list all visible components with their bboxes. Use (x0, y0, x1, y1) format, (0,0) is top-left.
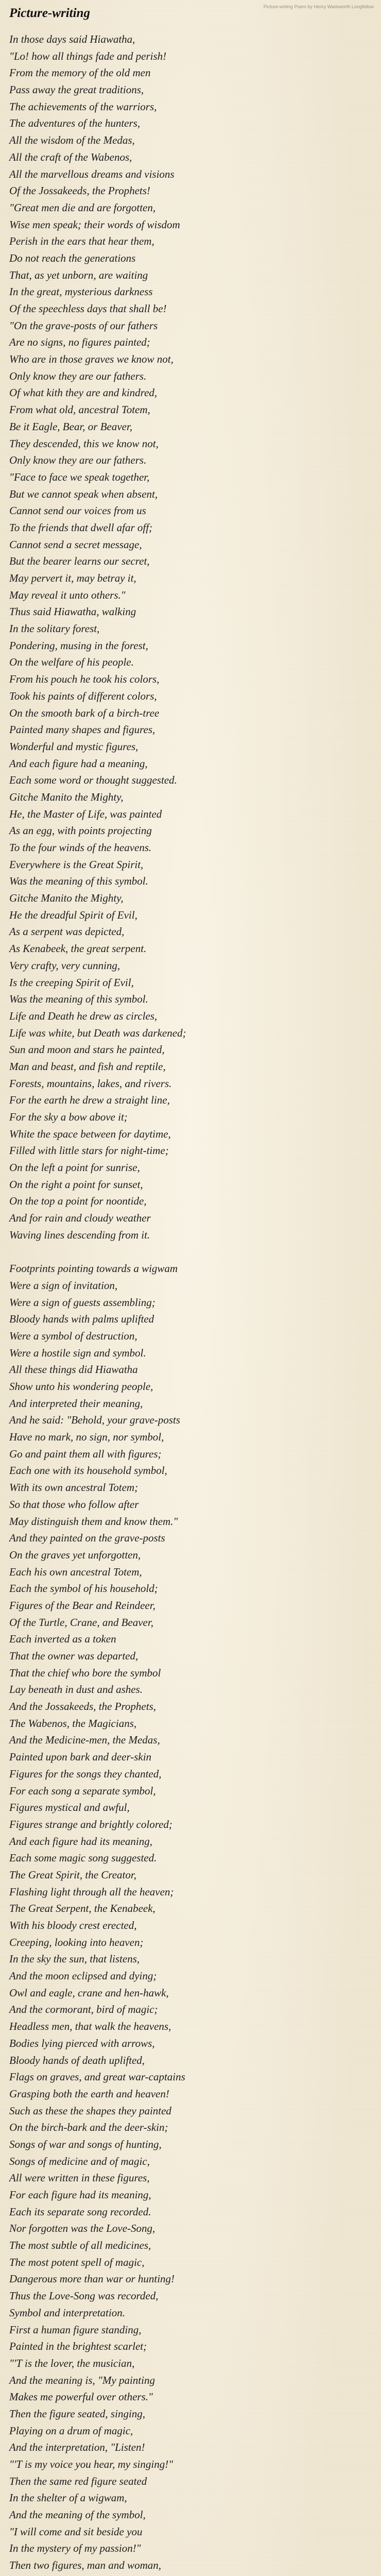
poem-line: May pervert it, may betray it, (9, 572, 136, 584)
poem-line: The most potent spell of magic, (9, 2256, 145, 2268)
poem-line: Was the meaning of this symbol. (9, 993, 148, 1006)
poem-line: Be it Eagle, Bear, or Beaver, (9, 420, 133, 433)
poem-line: To the friends that dwell afar off; (9, 521, 153, 534)
poem-line: Wonderful and mystic figures, (9, 740, 138, 753)
poem-line: And the cormorant, bird of magic; (9, 2003, 158, 2016)
poem-line: Of what kith they are and kindred, (9, 386, 158, 399)
poem-line: And the interpretation, "Listen! (9, 2441, 145, 2454)
poem-line: Figures mystical and awful, (9, 1801, 130, 1814)
poem-line: Were a sign of guests assembling; (9, 1296, 155, 1309)
poem-line: In the great, mysterious darkness (9, 285, 153, 298)
poem-line: The achievements of the warriors, (9, 100, 157, 113)
poem-line: Songs of medicine and of magic, (9, 2155, 150, 2167)
poem-line (9, 2574, 370, 2576)
poem-line: Each some word or thought suggested. (9, 774, 177, 787)
stanza (9, 1260, 370, 2576)
poem-line: Very crafty, very cunning, (9, 959, 120, 972)
poem-line: For each song a separate symbol, (9, 1784, 156, 1797)
poem-line: Who are in those graves we know not, (9, 353, 174, 366)
poem-line: Such as these the shapes they painted (9, 2104, 171, 2117)
poem-line: They descended, this we know not, (9, 437, 159, 450)
poem-line: Only know they are our fathers. (9, 369, 147, 382)
poem-line: Life and Death he drew as circles, (9, 1009, 158, 1022)
poem-line: From what old, ancestral Totem, (9, 403, 150, 416)
poem-line: And for rain and cloudy weather (9, 1212, 151, 1225)
poem-line: All these things did Hiawatha (9, 1363, 138, 1376)
poem-line: The Wabenos, the Magicians, (9, 1717, 137, 1730)
site-caption: Picture-writing Poem by Henry Wadsworth Longfellow (263, 4, 374, 9)
poem-line: White the space between for daytime, (9, 1127, 171, 1140)
poem-line: So that those who follow after (9, 1498, 139, 1511)
poem-line: Bloody hands with palms uplifted (9, 1313, 154, 1326)
poem-line: All the craft of the Wabenos, (9, 150, 132, 163)
poem-line: Each one with its household symbol, (9, 1464, 167, 1477)
poem-line: All the marvellous dreams and visions (9, 167, 175, 180)
poem-line: Perish in the ears that hear them, (9, 235, 154, 248)
poem-line: Figures of the Bear and Reindeer, (9, 1599, 155, 1612)
poem-line: Do not reach the generations (9, 251, 136, 264)
poem-line: On the right a point for sunset, (9, 1178, 143, 1191)
poem-line: And the Jossakeeds, the Prophets, (9, 1700, 156, 1713)
poem-line: In those days said Hiawatha, (9, 33, 135, 45)
poem-line: In the sky the sun, that listens, (9, 1953, 140, 1965)
poem-line: Thus the Love-Song was recorded, (9, 2290, 159, 2302)
poem-line: First a human figure standing, (9, 2323, 142, 2336)
poem-line: On the top a point for noontide, (9, 1195, 147, 1208)
poem-line: Grasping both the earth and heaven! (9, 2087, 169, 2100)
poem-line: Nor forgotten was the Love-Song, (9, 2222, 155, 2235)
poem-line: Symbol and interpretation. (9, 2306, 125, 2319)
poem-line: Are no signs, no figures painted; (9, 336, 150, 349)
poem-line: In the mystery of my passion!" (9, 2542, 141, 2555)
poem-line: With its own ancestral Totem; (9, 1481, 138, 1494)
poem-line: Of the Jossakeeds, the Prophets! (9, 184, 150, 197)
poem-line: Figures for the songs they chanted, (9, 1767, 162, 1780)
poem-line: "Face to face we speak together, (9, 470, 150, 483)
poem-line: Only know they are our fathers. (9, 454, 147, 467)
poem-line: The most subtle of all medicines, (9, 2239, 151, 2252)
poem-line: And each figure had its meaning, (9, 1835, 153, 1848)
poem-line: Thus said Hiawatha, walking (9, 605, 136, 618)
poem-line: In the shelter of a wigwam, (9, 2492, 127, 2504)
poem-line: The adventures of the hunters, (9, 117, 141, 130)
poem-line: Bloody hands of death uplifted, (9, 2054, 145, 2066)
poem-line: May distinguish them and know them." (9, 1515, 178, 1528)
poem-line: Show unto his wondering people, (9, 1380, 153, 1393)
poem-line: On the welfare of his people. (9, 656, 134, 669)
poem-line: "'T is my voice you hear, my singing!" (9, 2458, 174, 2470)
poem-line: Were a hostile sign and symbol. (9, 1346, 146, 1359)
poem-line: Creeping, looking into heaven; (9, 1936, 144, 1948)
poem-line: But we cannot speak when absent, (9, 487, 158, 500)
poem-line: On the smooth bark of a birch-tree (9, 706, 160, 719)
poem-line: Makes me powerful over others." (9, 2391, 153, 2403)
poem-line: On the left a point for sunrise, (9, 1161, 140, 1174)
poem-line: And interpreted their meaning, (9, 1397, 143, 1410)
poem-line: Were a sign of invitation, (9, 1279, 118, 1292)
poem-line: For the earth he drew a straight line, (9, 1094, 170, 1107)
stanza (9, 31, 370, 1244)
poem-line: And each figure had a meaning, (9, 757, 148, 770)
poem-line: Playing on a drum of magic, (9, 2424, 133, 2437)
poem-line: Everywhere is the Great Spirit, (9, 858, 144, 871)
poem-line: Cannot send our voices from us (9, 504, 146, 517)
poem-line: Figures strange and brightly colored; (9, 1818, 172, 1831)
poem-line: For the sky a bow above it; (9, 1111, 128, 1123)
poem-line: The Great Serpent, the Kenabeek, (9, 1902, 155, 1915)
poem-line: Each its separate song recorded. (9, 2205, 151, 2218)
poem-line: Pondering, musing in the forest, (9, 639, 148, 652)
poem-line: That the chief who bore the symbol (9, 1666, 161, 1679)
poem-line: On the birch-bark and the deer-skin; (9, 2121, 168, 2134)
poem-line: That the owner was departed, (9, 1650, 138, 1662)
poem-line: Filled with little stars for night-time; (9, 1144, 169, 1157)
poem-line: And the moon eclipsed and dying; (9, 1970, 157, 1982)
poem-line: Painted many shapes and figures, (9, 723, 155, 736)
poem-line: And the meaning is, "My painting (9, 2374, 155, 2386)
page-title: Picture-writing (9, 6, 90, 20)
poem-line: He the dreadful Spirit of Evil, (9, 908, 137, 921)
poem-line: Waving lines descending from it. (9, 1228, 150, 1241)
poem-line: And they painted on the grave-posts (9, 1532, 165, 1545)
poem-line: The Great Spirit, the Creator, (9, 1868, 136, 1881)
poem-line: And the Medicine-men, the Medas, (9, 1734, 160, 1747)
poem-line: Gitche Manito the Mighty, (9, 892, 124, 905)
poem-line: Footprints pointing towards a wigwam (9, 1262, 178, 1275)
poem-line: Flashing light through all the heaven; (9, 1885, 174, 1898)
poem-line: Life was white, but Death was darkened; (9, 1026, 186, 1039)
poem-line: "'T is the lover, the musician, (9, 2357, 135, 2369)
poem-line: Songs of war and songs of hunting, (9, 2138, 162, 2150)
poem-line: Cannot send a secret message, (9, 538, 142, 551)
poem-line: Each his own ancestral Totem, (9, 1565, 142, 1578)
poem-line: Gitche Manito the Mighty, (9, 790, 124, 803)
poem-line: As an egg, with points projecting (9, 824, 152, 837)
poem-line: To the four winds of the heavens. (9, 841, 152, 854)
poem-line: "Lo! how all things fade and perish! (9, 49, 167, 62)
poem-line: On the graves yet unforgotten, (9, 1548, 141, 1561)
poem-line: Was the meaning of this symbol. (9, 875, 148, 888)
poem-line: Each the symbol of his household; (9, 1582, 158, 1595)
poem-line: Lay beneath in dust and ashes. (9, 1683, 143, 1696)
poem-line: Have no mark, no sign, nor symbol, (9, 1431, 164, 1444)
poem-line: "On the grave-posts of our fathers (9, 319, 158, 332)
poem-line: As a serpent was depicted, (9, 925, 125, 938)
poem-line: Then the same red figure seated (9, 2475, 147, 2487)
poem-line: Took his paints of different colors, (9, 689, 157, 702)
poem-line: Pass away the great traditions, (9, 83, 144, 96)
poem-line: Each some magic song suggested. (9, 1852, 157, 1865)
poem-line: With his bloody crest erected, (9, 1919, 137, 1931)
poem-line: And he said: "Behold, your grave-posts (9, 1414, 180, 1427)
poem-line: Painted in the brightest scarlet; (9, 2340, 147, 2353)
poem-line: Were a symbol of destruction, (9, 1329, 137, 1342)
poem-line: But the bearer learns our secret, (9, 555, 150, 568)
poem-line: Go and paint them all with figures; (9, 1447, 162, 1460)
poem-line: "I will come and sit beside you (9, 2525, 143, 2538)
poem-line: From his pouch he took his colors, (9, 673, 160, 686)
poem-line: Dangerous more than war or hunting! (9, 2273, 175, 2285)
poem-line: For each figure had its meaning, (9, 2189, 151, 2201)
poem-line: Wise men speak; their words of wisdom (9, 218, 180, 231)
poem-line: Bodies lying pierced with arrows, (9, 2037, 155, 2049)
poem-line: From the memory of the old men (9, 66, 151, 79)
poem-line: As Kenabeek, the great serpent. (9, 942, 147, 955)
poem-line: He, the Master of Life, was painted (9, 807, 162, 820)
poem-line: Is the creeping Spirit of Evil, (9, 976, 134, 989)
poem-line: Then two figures, man and woman, (9, 2559, 161, 2572)
poem-line: Each inverted as a token (9, 1633, 116, 1646)
poem-line: "Great men die and are forgotten, (9, 201, 156, 214)
poem-line: Headless men, that walk the heavens, (9, 2020, 171, 2033)
poem-line: Of the Turtle, Crane, and Beaver, (9, 1616, 153, 1629)
poem-line: Owl and eagle, crane and hen-hawk, (9, 1986, 169, 1999)
poem-line: May reveal it unto others." (9, 588, 126, 601)
poem-line: Forests, mountains, lakes, and rivers. (9, 1077, 172, 1090)
poem-line: Painted upon bark and deer-skin (9, 1751, 152, 1764)
poem-line: Man and beast, and fish and reptile, (9, 1060, 166, 1073)
poem-line: That, as yet unborn, are waiting (9, 268, 148, 281)
poem-line: Flags on graves, and great war-captains (9, 2071, 185, 2083)
poem-line: Then the figure seated, singing, (9, 2407, 146, 2420)
poem-line: Of the speechless days that shall be! (9, 302, 167, 315)
poem-body (9, 31, 370, 2576)
poem-line: Sun and moon and stars he painted, (9, 1043, 165, 1056)
poem-line: All the wisdom of the Medas, (9, 134, 135, 147)
poem-line: In the solitary forest, (9, 622, 100, 635)
poem-line: And the meaning of the symbol, (9, 2509, 146, 2521)
poem-line: All were written in these figures, (9, 2172, 150, 2184)
